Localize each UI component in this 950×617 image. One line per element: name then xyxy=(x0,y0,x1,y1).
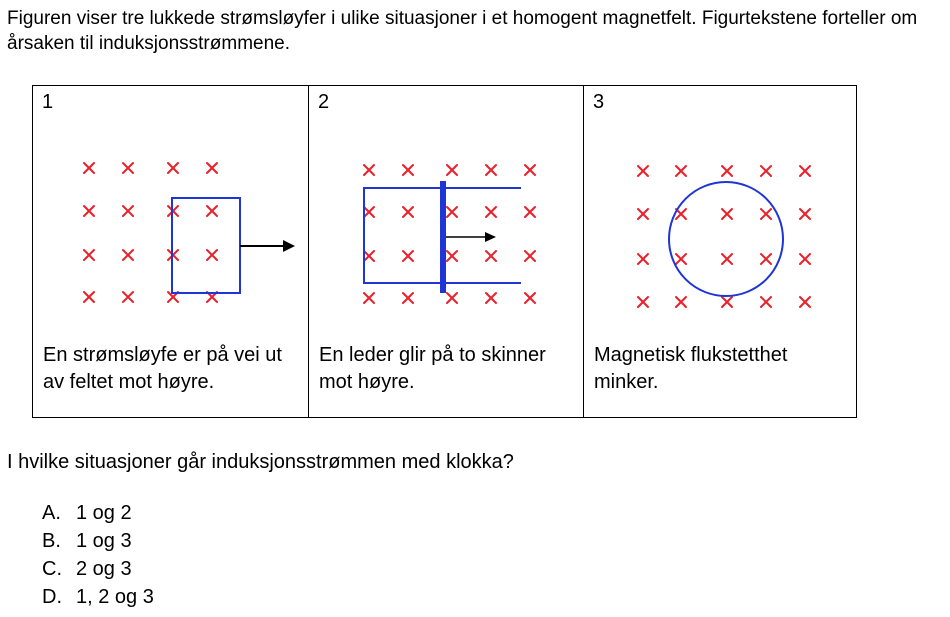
circular-loop xyxy=(669,182,783,296)
field-cross-icon xyxy=(447,293,457,303)
field-cross-icon xyxy=(800,166,810,176)
field-cross-icon xyxy=(447,251,457,261)
intro-text: Figuren viser tre lukkede strømsløyfer i ulike situasjoner i et homogent magnetfelt. Figurtekstene forteller om årsaken til induksjonsstrømmene. xyxy=(7,8,918,54)
field-cross-icon xyxy=(84,292,94,302)
magnetic-field-crosses xyxy=(84,163,217,302)
field-cross-icon xyxy=(676,166,686,176)
field-cross-icon xyxy=(800,209,810,219)
field-cross-icon xyxy=(207,163,217,173)
magnetic-field-crosses xyxy=(638,166,810,307)
field-cross-icon xyxy=(638,209,648,219)
field-cross-icon xyxy=(364,251,374,261)
field-cross-icon xyxy=(722,254,732,264)
field-cross-icon xyxy=(761,166,771,176)
field-cross-icon xyxy=(123,292,133,302)
field-cross-icon xyxy=(638,254,648,264)
panel-caption: En strømsløyfe er på vei ut av feltet mot høyre. xyxy=(43,344,282,393)
field-cross-icon xyxy=(84,206,94,216)
field-cross-icon xyxy=(676,254,686,264)
option-d[interactable]: D. 1, 2 og 3 xyxy=(42,586,154,608)
option-a[interactable]: A. 1 og 2 xyxy=(42,502,132,524)
field-cross-icon xyxy=(207,250,217,260)
field-cross-icon xyxy=(447,207,457,217)
field-cross-icon xyxy=(403,207,413,217)
field-cross-icon xyxy=(486,251,496,261)
sliding-conductor xyxy=(440,181,446,293)
field-cross-icon xyxy=(486,293,496,303)
field-cross-icon xyxy=(638,166,648,176)
panel-caption: En leder glir på to skinner mot høyre. xyxy=(319,344,546,393)
field-cross-icon xyxy=(168,163,178,173)
field-cross-icon xyxy=(676,297,686,307)
field-cross-icon xyxy=(761,209,771,219)
field-cross-icon xyxy=(638,297,648,307)
field-cross-icon xyxy=(800,254,810,264)
arrow-right-icon xyxy=(283,240,295,252)
field-cross-icon xyxy=(722,209,732,219)
field-cross-icon xyxy=(525,293,535,303)
panel-3-illustration xyxy=(584,86,858,336)
field-cross-icon xyxy=(525,165,535,175)
field-cross-icon xyxy=(364,165,374,175)
field-cross-icon xyxy=(403,251,413,261)
field-cross-icon xyxy=(84,250,94,260)
field-cross-icon xyxy=(364,293,374,303)
panel-number: 1 xyxy=(42,91,54,113)
field-cross-icon xyxy=(123,206,133,216)
question-text: I hvilke situasjoner går induksjonsstrømmen med klokka? xyxy=(7,451,514,473)
panel-1-illustration xyxy=(33,86,307,336)
option-c[interactable]: C. 2 og 3 xyxy=(42,558,132,580)
field-cross-icon xyxy=(447,165,457,175)
field-cross-icon xyxy=(207,206,217,216)
field-cross-icon xyxy=(722,297,732,307)
field-cross-icon xyxy=(800,297,810,307)
field-cross-icon xyxy=(403,293,413,303)
field-cross-icon xyxy=(403,165,413,175)
current-loop xyxy=(172,198,240,293)
panel-2 xyxy=(308,86,583,417)
panel-number: 3 xyxy=(593,91,605,113)
panel-number: 2 xyxy=(318,91,330,113)
field-cross-icon xyxy=(722,166,732,176)
field-cross-icon xyxy=(525,207,535,217)
field-cross-icon xyxy=(761,254,771,264)
field-cross-icon xyxy=(525,251,535,261)
field-cross-icon xyxy=(123,163,133,173)
field-cross-icon xyxy=(486,207,496,217)
field-cross-icon xyxy=(84,163,94,173)
answer-options xyxy=(42,499,154,611)
field-cross-icon xyxy=(486,165,496,175)
field-cross-icon xyxy=(123,250,133,260)
panel-2-illustration xyxy=(309,86,583,336)
field-cross-icon xyxy=(761,297,771,307)
arrow-right-icon xyxy=(485,232,496,242)
figure-table xyxy=(32,85,857,418)
field-cross-icon xyxy=(364,207,374,217)
panel-3 xyxy=(583,86,858,417)
panel-1 xyxy=(33,86,308,417)
option-b[interactable]: B. 1 og 3 xyxy=(42,530,132,552)
panel-caption: Magnetisk flukstetthet minker. xyxy=(594,344,788,393)
